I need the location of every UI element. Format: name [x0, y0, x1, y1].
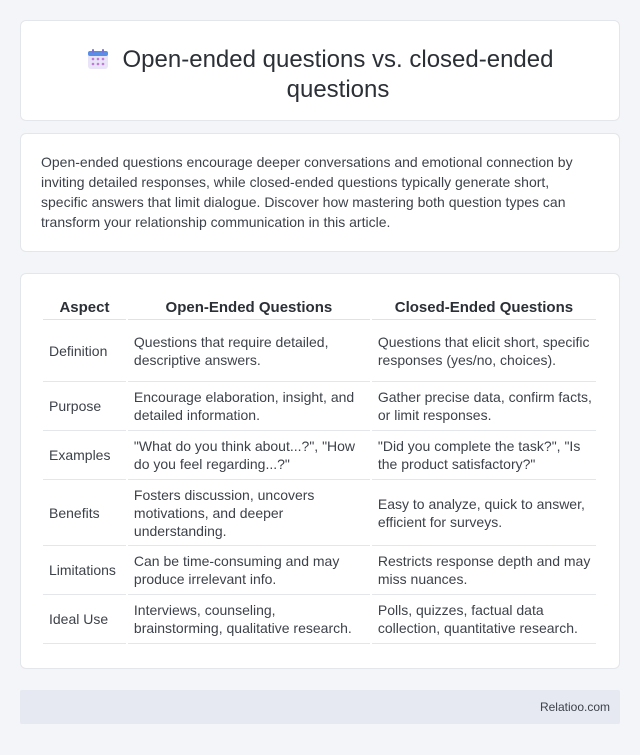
table-row	[43, 595, 596, 644]
row-aspect: Purpose	[43, 382, 126, 431]
footer	[20, 690, 620, 724]
row-closed-ended: Restricts response depth and may miss nuances.	[372, 546, 596, 595]
row-closed-ended: "Did you complete the task?", "Is the product satisfactory?"	[372, 431, 596, 480]
header-closed-ended: Closed-Ended Questions	[372, 294, 596, 320]
row-aspect: Definition	[43, 320, 126, 382]
row-open-ended: "What do you think about...?", "How do you feel regarding...?"	[128, 431, 370, 480]
row-aspect: Examples	[43, 431, 126, 480]
row-open-ended: Can be time-consuming and may produce irrelevant info.	[128, 546, 370, 595]
row-closed-ended: Gather precise data, confirm facts, or limit responses.	[372, 382, 596, 431]
row-aspect: Limitations	[43, 546, 126, 595]
title-card	[20, 20, 620, 121]
table-row	[43, 431, 596, 480]
row-closed-ended: Easy to analyze, quick to answer, efficient for surveys.	[372, 480, 596, 546]
table-row	[43, 480, 596, 546]
table-row	[43, 320, 596, 382]
footer-brand-link[interactable]: Relatioo.com	[539, 700, 610, 714]
table-row	[43, 546, 596, 595]
intro-text: Open-ended questions encourage deeper conversations and emotional connection by inviting detailed responses, while closed-ended questions typically generate short, specific answers that limit dialogue. Discover how mastering both question types can transform your relationship communication in this article.	[41, 154, 573, 230]
table-row	[43, 382, 596, 431]
row-open-ended: Questions that require detailed, descriptive answers.	[128, 320, 370, 382]
row-aspect: Benefits	[43, 480, 126, 546]
page-title: Open-ended questions vs. closed-ended questions	[122, 46, 554, 103]
header-aspect: Aspect	[43, 294, 126, 320]
comparison-table	[41, 294, 598, 644]
intro-card	[20, 133, 620, 252]
table-header-row	[43, 294, 596, 320]
header-open-ended: Open-Ended Questions	[128, 294, 370, 320]
row-open-ended: Fosters discussion, uncovers motivations, and deeper understanding.	[128, 480, 370, 546]
row-closed-ended: Polls, quizzes, factual data collection, quantitative research.	[372, 595, 596, 644]
row-aspect: Ideal Use	[43, 595, 126, 644]
comparison-card	[20, 273, 620, 669]
row-open-ended: Interviews, counseling, brainstorming, qualitative research.	[128, 595, 370, 644]
row-open-ended: Encourage elaboration, insight, and detailed information.	[128, 382, 370, 431]
row-closed-ended: Questions that elicit short, specific responses (yes/no, choices).	[372, 320, 596, 382]
